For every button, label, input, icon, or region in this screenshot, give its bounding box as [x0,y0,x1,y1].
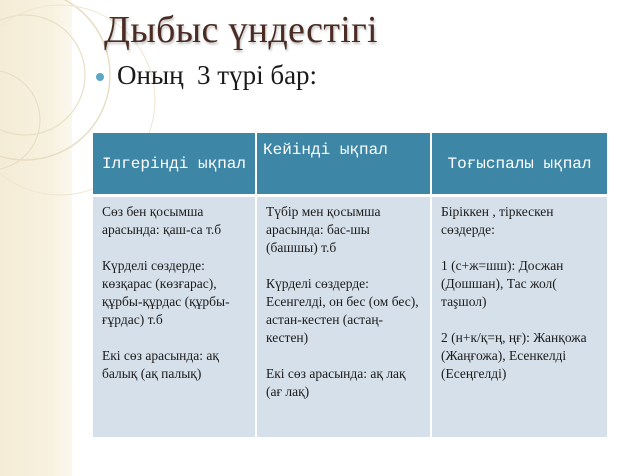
cell-text: 2 (н+к/қ=ң, ңғ): Жанқожа (Жаңғожа), Есенкелді (Есеңгелді) [441,330,587,381]
cell-text: Күрделі сөздерде: Есенгелді, он бес (ом бес), астан-кестен (астаң-кестен) [266,276,419,345]
table-row [93,196,607,438]
cell-text: Екі сөз арасында: ақ лақ (ағ лақ) [266,366,406,399]
cell-text: Сөз бен қосымша арасында: қаш-са т.б [102,204,222,237]
bullet-icon [96,73,104,81]
header-regressive: Кейінді ықпал [256,133,431,196]
slide-title: Дыбыс үндестігі [104,9,378,51]
header-progressive: Ілгерінді ықпал [93,133,256,196]
cell-mutual [431,196,607,438]
bullet-text: Оның 3 түрі бар: [117,60,318,90]
cell-progressive [93,196,256,438]
cell-text: Күрделі сөздерде: көзқарас (көзғарас), құрбы-құрдас (құрбы-ғұрдас) т.б [102,258,230,327]
cell-regressive [256,196,431,438]
header-mutual: Тоғыспалы ықпал [431,133,607,196]
cell-text: Түбір мен қосымша арасында: бас-шы (башшы) т.б [266,204,381,255]
table-header-row [93,133,607,196]
cell-text: 1 (с+ж=шш): Досжан (Дошшан), Тас жол( таşшол) [441,258,564,309]
bullet-point [96,60,317,91]
assimilation-table [93,133,607,437]
cell-text: Екі сөз арасында: ақ балық (ақ палық) [102,348,219,381]
cell-text: Біріккен , тіркескен сөздерде: [441,204,554,237]
